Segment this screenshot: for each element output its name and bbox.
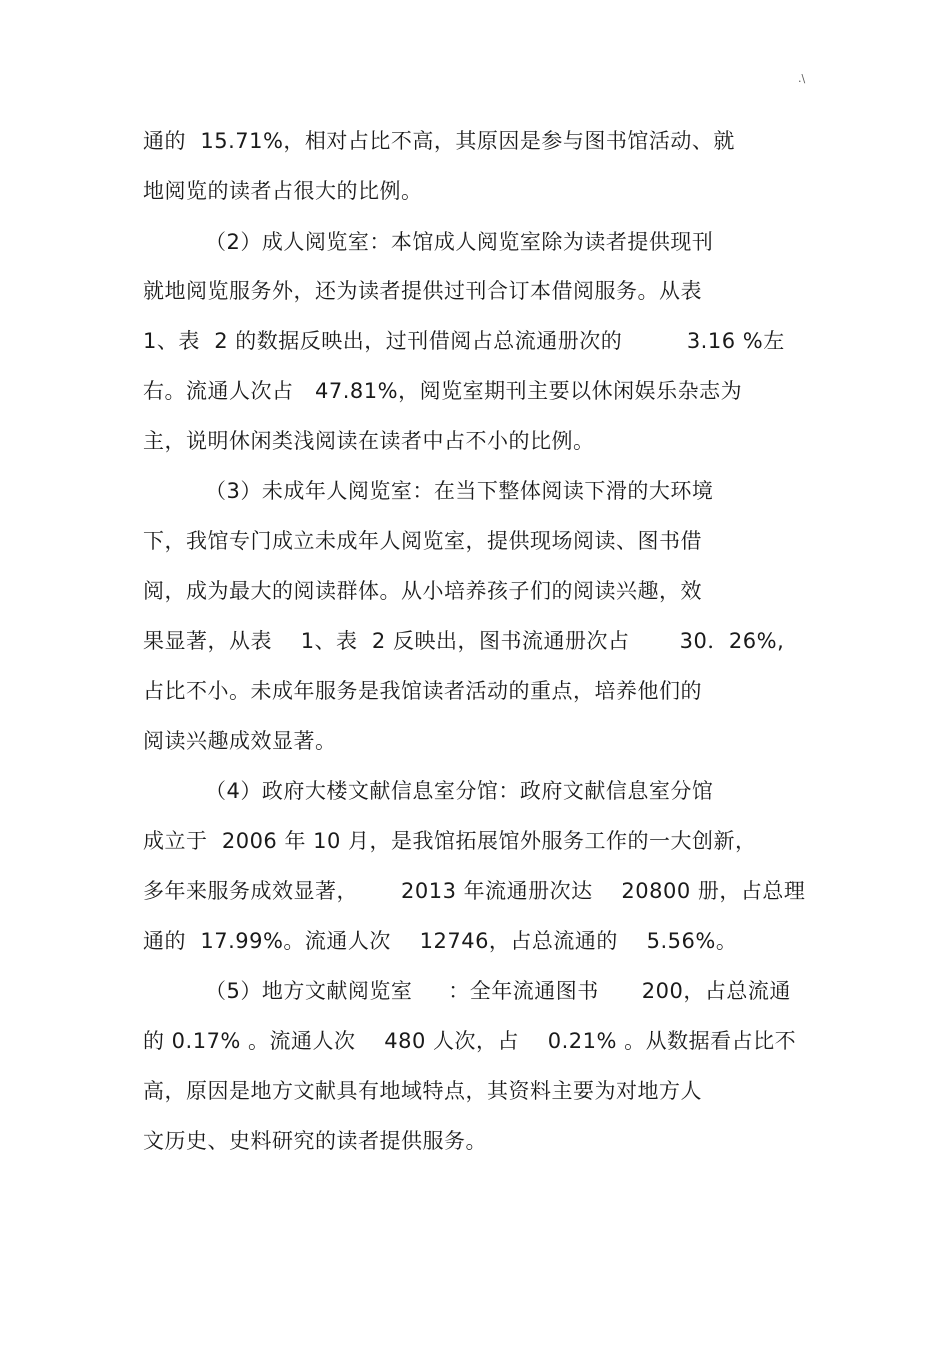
text-line: 下，我馆专门成立未成年人阅览室，提供现场阅读、图书借 bbox=[143, 529, 702, 553]
text-line: 阅读兴趣成效显著。 bbox=[143, 729, 337, 753]
text-line: 成立于 2006 年 10 月，是我馆拓展馆外服务工作的一大创新， bbox=[143, 829, 757, 853]
text-line: 就地阅览服务外，还为读者提供过刊合订本借阅服务。从表 bbox=[143, 279, 702, 303]
text-line: 高，原因是地方文献具有地域特点，其资料主要为对地方人 bbox=[143, 1079, 702, 1103]
corner-mark: .\ bbox=[798, 72, 806, 85]
text-line: 地阅览的读者占很大的比例。 bbox=[143, 179, 423, 203]
text-line: 通的 17.99%。流通人次 12746，占总流通的 5.56%。 bbox=[143, 929, 738, 953]
text-line: 阅，成为最大的阅读群体。从小培养孩子们的阅读兴趣，效 bbox=[143, 579, 702, 603]
text-line: 文历史、史料研究的读者提供服务。 bbox=[143, 1129, 487, 1153]
paragraph-heading-line: （4）政府大楼文献信息室分馆：政府文献信息室分馆 bbox=[205, 779, 714, 803]
text-line: 主，说明休闲类浅阅读在读者中占不小的比例。 bbox=[143, 429, 595, 453]
text-line: 果显著，从表 1、表 2 反映出，图书流通册次占 30．26%, bbox=[143, 629, 785, 653]
text-line: 右。流通人次占 47.81%，阅览室期刊主要以休闲娱乐杂志为 bbox=[143, 379, 743, 403]
text-line: 通的 15.71%，相对占比不高，其原因是参与图书馆活动、就 bbox=[143, 129, 735, 153]
text-line: 的 0.17% 。流通人次 480 人次，占 0.21% 。从数据看占比不 bbox=[143, 1029, 797, 1053]
text-line: 占比不小。未成年服务是我馆读者活动的重点，培养他们的 bbox=[143, 679, 702, 703]
text-line: 1、表 2 的数据反映出，过刊借阅占总流通册次的 3.16 %左 bbox=[143, 329, 785, 353]
paragraph-heading-line: （2）成人阅览室：本馆成人阅览室除为读者提供现刊 bbox=[205, 230, 714, 254]
text-line: 多年来服务成效显著， 2013 年流通册次达 20800 册，占总理 bbox=[143, 879, 806, 903]
paragraph-heading-line: （3）未成年人阅览室：在当下整体阅读下滑的大环境 bbox=[205, 479, 714, 503]
paragraph-heading-line: （5）地方文献阅览室 ：全年流通图书 200，占总流通 bbox=[205, 979, 791, 1003]
